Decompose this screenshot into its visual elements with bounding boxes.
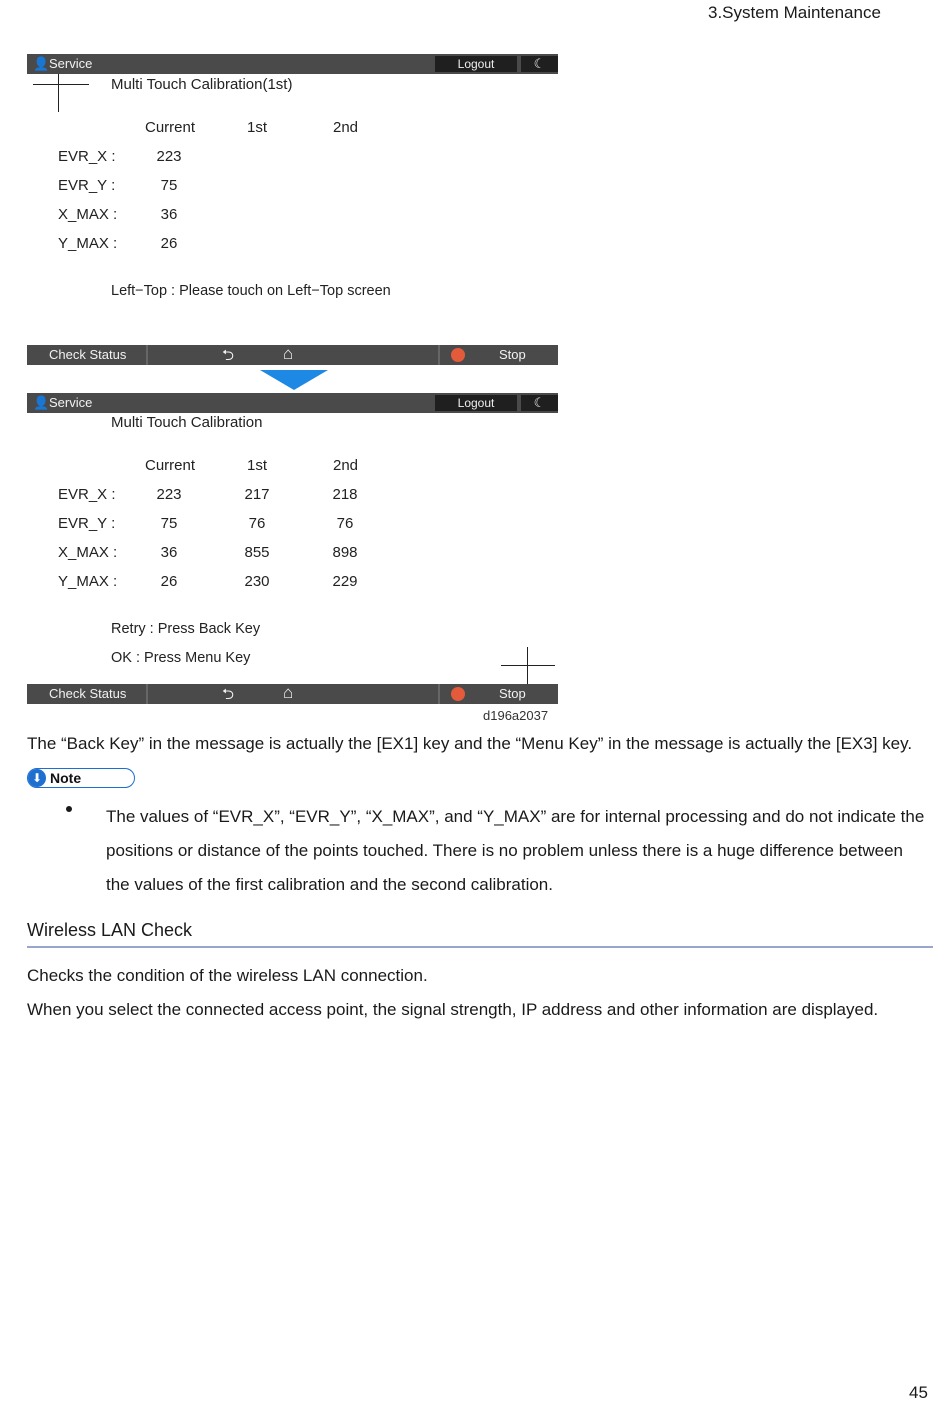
paragraph-wlan-2: When you select the connected access point, the signal strength, IP address and other information are displayed. [27, 1000, 879, 1019]
row-label-evr-x: EVR_X : [58, 148, 116, 165]
crosshair-marker [501, 665, 555, 666]
crosshair-marker [527, 647, 528, 685]
section-title: Wireless LAN Check [27, 920, 193, 940]
value-current: 223 [156, 148, 182, 165]
row-label-evr-y: EVR_Y : [58, 515, 116, 532]
bottom-bar [27, 345, 558, 365]
chapter-header: 3.System Maintenance [708, 3, 881, 22]
value-current: 75 [160, 177, 178, 194]
value-1st: 855 [244, 544, 270, 561]
logout-button[interactable]: Logout [435, 395, 517, 411]
column-header-1st: 1st [247, 457, 268, 474]
divider [146, 684, 148, 704]
value-2nd: 218 [332, 486, 358, 503]
check-status-button[interactable]: Check Status [49, 347, 127, 362]
value-current: 36 [160, 544, 178, 561]
screen-title: Multi Touch Calibration [111, 414, 263, 431]
section-divider [27, 946, 933, 948]
stop-icon[interactable] [451, 348, 465, 362]
note-bullet-text: The values of “EVR_X”, “EVR_Y”, “X_MAX”, and “Y_MAX” are for internal processing and do not indicate the positions or distance of the points touched. There is no problem unless there is a huge difference between the values of the first calibration and the second calibration. [106, 807, 925, 894]
calibration-screen-result [27, 393, 558, 705]
column-header-2nd: 2nd [333, 457, 359, 474]
note-label: Note [50, 770, 82, 786]
crosshair-marker [33, 84, 89, 85]
page-number: 45 [909, 1383, 928, 1402]
column-header-1st: 1st [247, 119, 268, 136]
paragraph-key-mapping: The “Back Key” in the message is actually the [EX1] key and the “Menu Key” in the message is actually the [EX3] key. [27, 734, 913, 753]
row-label-y-max: Y_MAX : [58, 235, 118, 252]
column-header-2nd: 2nd [333, 119, 359, 136]
value-current: 26 [160, 235, 178, 252]
value-current: 26 [160, 573, 178, 590]
bottom-bar [27, 684, 558, 704]
crosshair-marker [58, 74, 59, 112]
stop-button[interactable]: Stop [499, 686, 526, 701]
row-label-x-max: X_MAX : [58, 206, 118, 223]
moon-icon[interactable]: ☾ [521, 56, 558, 72]
bullet-icon [66, 806, 72, 812]
down-arrow-icon: ⬇ [28, 769, 46, 787]
back-icon[interactable]: ⮌ [222, 347, 235, 364]
value-current: 75 [160, 515, 178, 532]
user-icon: 👤 [33, 395, 50, 410]
top-bar [27, 54, 558, 74]
value-2nd: 898 [332, 544, 358, 561]
retry-message: Retry : Press Back Key [111, 621, 261, 637]
paragraph-wlan-1: Checks the condition of the wireless LAN connection. [27, 966, 428, 985]
figure-id: d196a2037 [483, 708, 549, 723]
moon-icon[interactable]: ☾ [521, 395, 558, 411]
divider [146, 345, 148, 365]
value-1st: 230 [244, 573, 270, 590]
instruction-message: Left−Top : Please touch on Left−Top screen [111, 283, 391, 299]
top-bar [27, 393, 558, 413]
value-current: 36 [160, 206, 178, 223]
user-icon: 👤 [33, 56, 50, 71]
back-icon[interactable]: ⮌ [222, 686, 235, 703]
row-label-y-max: Y_MAX : [58, 573, 118, 590]
home-icon[interactable]: ⌂ [283, 344, 294, 363]
value-1st: 217 [244, 486, 270, 503]
note-badge [27, 768, 135, 788]
check-status-button[interactable]: Check Status [49, 686, 127, 701]
home-icon[interactable]: ⌂ [283, 683, 294, 702]
down-arrow-icon [260, 370, 328, 390]
value-2nd: 229 [332, 573, 358, 590]
screen-title: Multi Touch Calibration(1st) [111, 76, 293, 93]
column-header-current: Current [145, 119, 196, 136]
divider [438, 684, 440, 704]
value-2nd: 76 [336, 515, 354, 532]
stop-icon[interactable] [451, 687, 465, 701]
divider [438, 345, 440, 365]
row-label-x-max: X_MAX : [58, 544, 118, 561]
stop-button[interactable]: Stop [499, 347, 526, 362]
column-header-current: Current [145, 457, 196, 474]
service-label: Service [49, 395, 93, 410]
value-current: 223 [156, 486, 182, 503]
calibration-screen-1st [27, 54, 558, 366]
service-label: Service [49, 56, 93, 71]
row-label-evr-y: EVR_Y : [58, 177, 116, 194]
logout-button[interactable]: Logout [435, 56, 517, 72]
row-label-evr-x: EVR_X : [58, 486, 116, 503]
ok-message: OK : Press Menu Key [111, 650, 251, 666]
value-1st: 76 [248, 515, 266, 532]
